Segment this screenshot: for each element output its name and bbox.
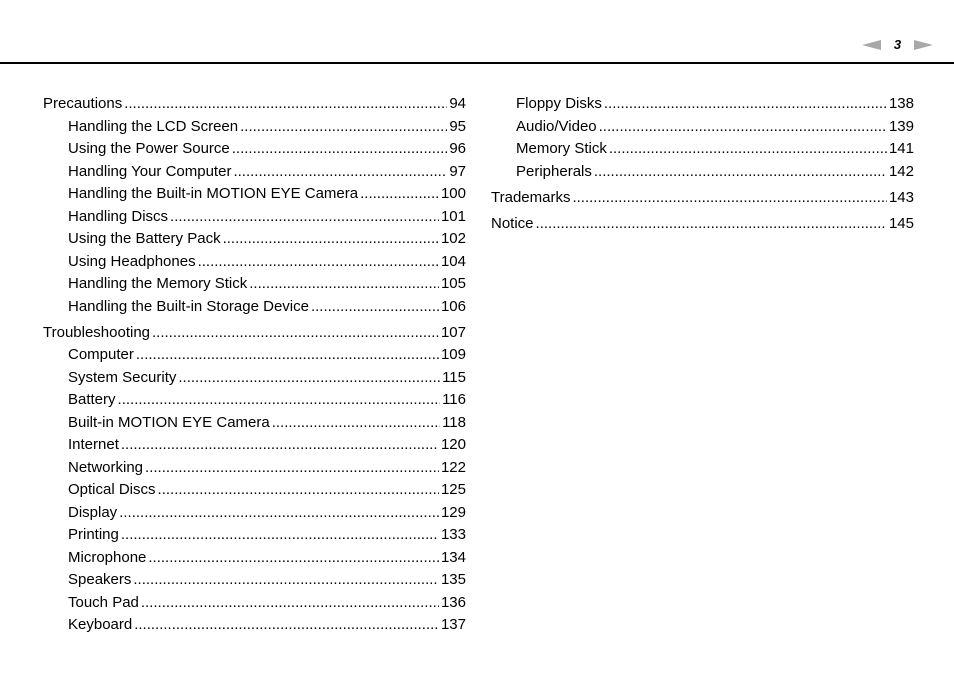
toc-entry-title: Handling the Built-in MOTION EYE Camera — [68, 185, 359, 202]
toc-entry[interactable] — [43, 344, 466, 367]
toc-entry-page: 142 — [888, 162, 914, 180]
toc-entry-page: 135 — [440, 571, 466, 588]
toc-dot-leader — [572, 187, 887, 210]
toc-dot-leader — [118, 389, 441, 412]
toc-entry-page: 105 — [440, 275, 466, 292]
toc-entry-title: Touch Pad — [68, 593, 139, 611]
toc-dot-leader — [121, 434, 439, 457]
toc-entry-title: Microphone — [68, 548, 147, 566]
toc-dot-leader — [119, 502, 439, 525]
toc-entry[interactable] — [43, 502, 466, 525]
toc-entry[interactable] — [491, 93, 914, 116]
toc-dot-leader — [133, 569, 439, 592]
toc-entry-title: Audio/Video — [516, 117, 597, 135]
toc-dot-leader — [170, 206, 439, 229]
toc-entry-page: 107 — [440, 323, 466, 341]
toc-entry[interactable] — [43, 389, 466, 412]
toc-dot-leader — [223, 228, 439, 251]
toc-entry[interactable] — [43, 93, 466, 116]
toc-entry-title: Troubleshooting — [43, 323, 151, 341]
toc-entry-page: 101 — [440, 207, 466, 225]
toc-entry[interactable] — [491, 138, 914, 161]
toc-entry-page: 106 — [440, 297, 466, 315]
toc-entry[interactable] — [43, 138, 466, 161]
toc-entry-page: 94 — [449, 95, 466, 112]
toc-entry[interactable] — [43, 592, 466, 615]
toc-entry-title: Networking — [68, 458, 144, 476]
toc-dot-leader — [178, 367, 440, 390]
toc-entry-title: Battery — [68, 391, 116, 408]
toc-entry-page: 143 — [888, 188, 914, 206]
toc-dot-leader — [599, 116, 887, 139]
toc-dot-leader — [249, 273, 439, 296]
toc-left-column — [43, 93, 466, 637]
toc-dot-leader — [145, 457, 439, 480]
toc-entry-title: Precautions — [43, 95, 123, 112]
toc-dot-leader — [360, 183, 439, 206]
toc-dot-leader — [609, 138, 887, 161]
toc-entry[interactable] — [491, 213, 914, 236]
toc-entry-page: 137 — [440, 616, 466, 633]
toc-entry[interactable] — [43, 251, 466, 274]
toc-dot-leader — [158, 479, 439, 502]
toc-entry[interactable] — [43, 228, 466, 251]
toc-entry-page: 96 — [449, 140, 466, 157]
toc-dot-leader — [141, 592, 439, 615]
toc-entry-page: 120 — [440, 436, 466, 453]
toc-entry-page: 139 — [888, 117, 914, 135]
toc-dot-leader — [124, 93, 447, 116]
toc-entry-page: 115 — [442, 368, 466, 386]
header-divider — [0, 62, 954, 64]
toc-entry-page: 100 — [440, 185, 466, 202]
right-arrow-icon[interactable] — [914, 40, 933, 50]
toc-entry-title: Peripherals — [516, 162, 592, 180]
toc-entry-page: 116 — [442, 391, 466, 408]
toc-entry-title: Internet — [68, 436, 119, 453]
toc-entry-page: 102 — [440, 230, 466, 247]
toc-entry-page: 129 — [440, 503, 466, 521]
toc-entry[interactable] — [43, 412, 466, 435]
toc-list — [491, 93, 914, 235]
toc-entry-page: 122 — [440, 458, 466, 476]
left-arrow-icon[interactable] — [862, 40, 881, 50]
toc-entry-title: Printing — [68, 526, 119, 543]
toc-entry-title: Notice — [491, 214, 534, 232]
toc-entry[interactable] — [43, 273, 466, 296]
toc-entry-title: Handling the Memory Stick — [68, 275, 248, 292]
toc-entry[interactable] — [43, 434, 466, 457]
toc-entry[interactable] — [43, 457, 466, 480]
toc-entry[interactable] — [43, 524, 466, 547]
toc-entry-title: Using the Power Source — [68, 140, 230, 157]
toc-entry-title: Display — [68, 503, 118, 521]
toc-dot-leader — [136, 344, 439, 367]
toc-entry-page: 145 — [888, 214, 914, 232]
toc-entry-title: Handling Your Computer — [68, 162, 232, 180]
toc-entry-page: 133 — [440, 526, 466, 543]
toc-entry-page: 125 — [440, 481, 466, 498]
toc-entry-title: Handling Discs — [68, 207, 169, 225]
page-number: 3 — [893, 37, 902, 52]
toc-entry[interactable] — [43, 479, 466, 502]
page-navigation — [862, 36, 933, 53]
toc-entry[interactable] — [43, 547, 466, 570]
toc-entry[interactable] — [43, 183, 466, 206]
toc-entry-title: Handling the LCD Screen — [68, 117, 239, 135]
toc-entry[interactable] — [43, 322, 466, 345]
toc-dot-leader — [233, 161, 447, 184]
toc-entry-title: Trademarks — [491, 188, 571, 206]
toc-dot-leader — [121, 524, 439, 547]
toc-entry-title: Memory Stick — [516, 140, 607, 157]
toc-dot-leader — [134, 614, 439, 637]
toc-entry-page: 138 — [888, 95, 914, 112]
toc-entry-page: 141 — [888, 140, 914, 157]
toc-entry-page: 104 — [440, 252, 466, 270]
toc-dot-leader — [604, 93, 887, 116]
toc-entry[interactable] — [43, 161, 466, 184]
toc-right-column — [491, 93, 914, 235]
toc-entry[interactable] — [43, 614, 466, 637]
toc-entry[interactable] — [43, 116, 466, 139]
toc-entry[interactable] — [43, 296, 466, 319]
toc-dot-leader — [594, 161, 887, 184]
toc-entry[interactable] — [43, 569, 466, 592]
toc-entry-page: 95 — [449, 117, 466, 135]
toc-entry-page: 118 — [442, 413, 466, 431]
toc-dot-leader — [311, 296, 439, 319]
toc-list — [43, 93, 466, 637]
toc-entry-title: Using Headphones — [68, 252, 196, 270]
toc-dot-leader — [232, 138, 448, 161]
toc-entry-page: 97 — [449, 162, 466, 180]
toc-dot-leader — [240, 116, 447, 139]
toc-entry[interactable] — [491, 116, 914, 139]
toc-dot-leader — [152, 322, 439, 345]
toc-entry-page: 134 — [440, 548, 466, 566]
toc-entry-title: Handling the Built-in Storage Device — [68, 297, 309, 315]
page-header — [0, 0, 954, 64]
toc-entry-title: Built-in MOTION EYE Camera — [68, 413, 270, 431]
toc-dot-leader — [272, 412, 440, 435]
toc-dot-leader — [148, 547, 439, 570]
toc-entry[interactable] — [43, 367, 466, 390]
toc-entry[interactable] — [491, 161, 914, 184]
toc-entry-title: Optical Discs — [68, 481, 156, 498]
toc-entry-page: 136 — [440, 593, 466, 611]
toc-entry-title: Using the Battery Pack — [68, 230, 221, 247]
toc-dot-leader — [198, 251, 439, 274]
toc-entry-title: Speakers — [68, 571, 132, 588]
toc-dot-leader — [536, 213, 887, 236]
toc-entry-title: System Security — [68, 368, 177, 386]
toc-entry[interactable] — [43, 206, 466, 229]
toc-entry-title: Floppy Disks — [516, 95, 602, 112]
toc-entry-page: 109 — [440, 346, 466, 363]
toc-entry-title: Computer — [68, 346, 134, 363]
toc-entry-title: Keyboard — [68, 616, 133, 633]
toc-entry[interactable] — [491, 187, 914, 210]
